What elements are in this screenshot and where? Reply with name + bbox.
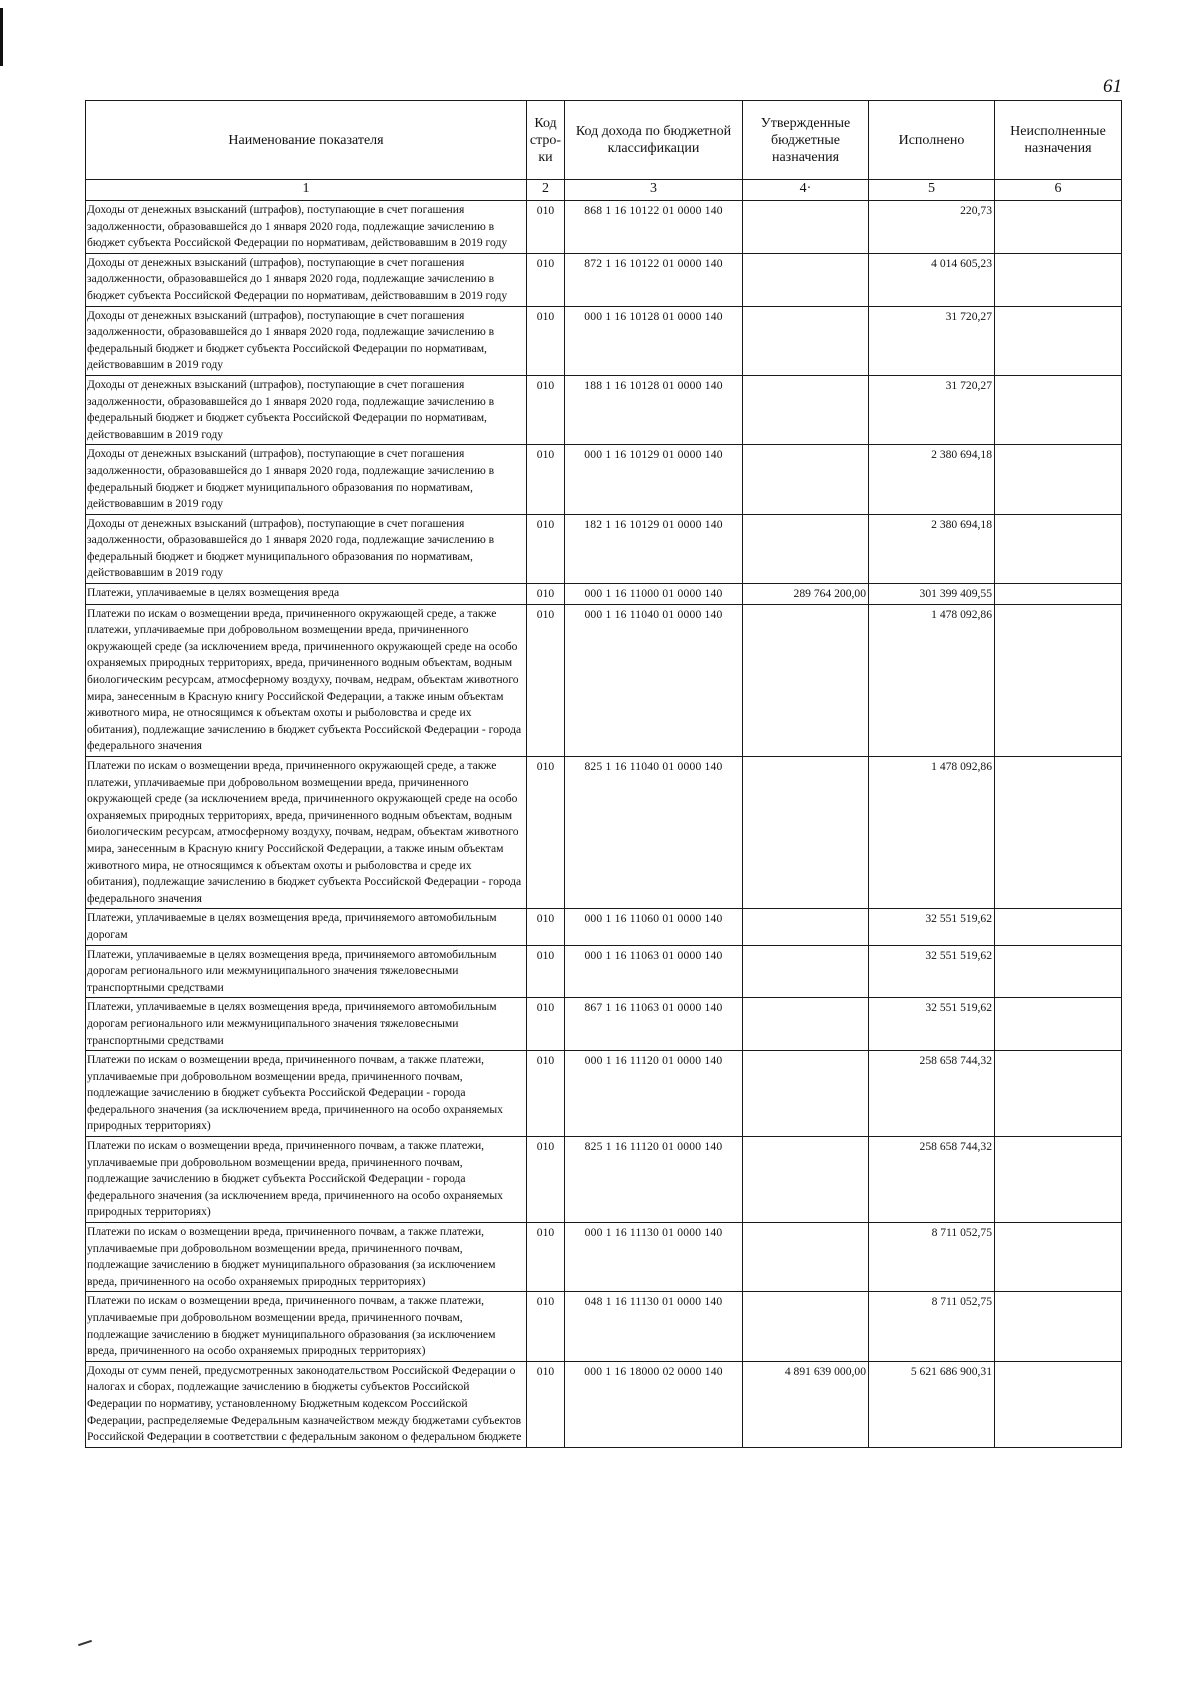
- line-code: 010: [527, 1051, 565, 1137]
- executed-amount: 8 711 052,75: [869, 1292, 995, 1361]
- budget-class-code: 872 1 16 10122 01 0000 140: [565, 253, 743, 306]
- table-row: [86, 604, 1122, 756]
- approved-amount: [743, 757, 869, 909]
- table-row: [86, 1223, 1122, 1292]
- indicator-name: Доходы от денежных взысканий (штрафов), поступающие в счет погашения задолженности, образовавшейся до 1 января 2020 года, подлежащие зачислению в федеральный бюджет и бюджет муниципального образования по нормативам, действовавшим в 2019 году: [86, 514, 527, 583]
- budget-class-code: 868 1 16 10122 01 0000 140: [565, 201, 743, 254]
- approved-amount: 289 764 200,00: [743, 584, 869, 605]
- unexecuted-amount: [995, 1292, 1122, 1361]
- indicator-name: Платежи по искам о возмещении вреда, причиненного почвам, а также платежи, уплачиваемые при добровольном возмещении вреда, причиненного почвам, подлежащие зачислению в бюджет муниципального образования (за исключением вреда, причиненного на особо охраняемых природных территориях): [86, 1292, 527, 1361]
- line-code: 010: [527, 757, 565, 909]
- header-code: Код стро-ки: [527, 101, 565, 180]
- table-row: [86, 1137, 1122, 1223]
- indicator-name: Доходы от денежных взысканий (штрафов), поступающие в счет погашения задолженности, образовавшейся до 1 января 2020 года, подлежащие зачислению в федеральный бюджет и бюджет субъекта Российской Федерации по нормативам, действовавшим в 2019 году: [86, 375, 527, 444]
- header-unexecuted: Неисполненные назначения: [995, 101, 1122, 180]
- line-code: 010: [527, 584, 565, 605]
- indicator-name: Доходы от денежных взысканий (штрафов), поступающие в счет погашения задолженности, образовавшейся до 1 января 2020 года, подлежащие зачислению в бюджет субъекта Российской Федерации по нормативам, действовавшим в 2019 году: [86, 201, 527, 254]
- approved-amount: [743, 1223, 869, 1292]
- column-number: 1: [86, 180, 527, 201]
- approved-amount: [743, 604, 869, 756]
- approved-amount: [743, 375, 869, 444]
- executed-amount: 258 658 744,32: [869, 1137, 995, 1223]
- header-row: [86, 101, 1122, 180]
- line-code: 010: [527, 253, 565, 306]
- approved-amount: [743, 998, 869, 1051]
- budget-class-code: 000 1 16 11130 01 0000 140: [565, 1223, 743, 1292]
- unexecuted-amount: [995, 757, 1122, 909]
- table-row: [86, 253, 1122, 306]
- column-number: 4·: [743, 180, 869, 201]
- pen-mark: [78, 1640, 92, 1646]
- unexecuted-amount: [995, 306, 1122, 375]
- executed-amount: 31 720,27: [869, 306, 995, 375]
- approved-amount: [743, 306, 869, 375]
- unexecuted-amount: [995, 584, 1122, 605]
- line-code: 010: [527, 375, 565, 444]
- budget-class-code: 000 1 16 11063 01 0000 140: [565, 945, 743, 998]
- indicator-name: Доходы от денежных взысканий (штрафов), поступающие в счет погашения задолженности, образовавшейся до 1 января 2020 года, подлежащие зачислению в федеральный бюджет и бюджет субъекта Российской Федерации по нормативам, действовавшим в 2019 году: [86, 306, 527, 375]
- indicator-name: Платежи по искам о возмещении вреда, причиненного окружающей среде, а также платежи, уплачиваемые при добровольном возмещении вреда, причиненного окружающей среде (за исключением вреда, причиненного окружающей среде на особо охраняемых природных территориях, вреда, причиненного водным объектам, водным биологическим ресурсам, атмосферному воздуху, почвам, недрам, объектам животного мира, занесенным в Красную книгу Российской Федерации, а также иным объектам животного мира, не относящимся к объектам охоты и рыболовства и среде их обитания), подлежащие зачислению в бюджет субъекта Российской Федерации - города федерального значения: [86, 757, 527, 909]
- indicator-name: Доходы от денежных взысканий (штрафов), поступающие в счет погашения задолженности, образовавшейся до 1 января 2020 года, подлежащие зачислению в федеральный бюджет и бюджет муниципального образования по нормативам, действовавшим в 2019 году: [86, 445, 527, 514]
- executed-amount: 220,73: [869, 201, 995, 254]
- unexecuted-amount: [995, 1137, 1122, 1223]
- executed-amount: 31 720,27: [869, 375, 995, 444]
- approved-amount: [743, 1051, 869, 1137]
- table-row: [86, 584, 1122, 605]
- table-row: [86, 1051, 1122, 1137]
- budget-class-code: 000 1 16 10129 01 0000 140: [565, 445, 743, 514]
- table-row: [86, 1292, 1122, 1361]
- budget-class-code: 000 1 16 11060 01 0000 140: [565, 909, 743, 945]
- indicator-name: Доходы от денежных взысканий (штрафов), поступающие в счет погашения задолженности, образовавшейся до 1 января 2020 года, подлежащие зачислению в бюджет субъекта Российской Федерации по нормативам, действовавшим в 2019 году: [86, 253, 527, 306]
- unexecuted-amount: [995, 375, 1122, 444]
- indicator-name: Платежи по искам о возмещении вреда, причиненного почвам, а также платежи, уплачиваемые при добровольном возмещении вреда, причиненного почвам, подлежащие зачислению в бюджет субъекта Российской Федерации - города федерального значения (за исключением вреда, причиненного на особо охраняемых природных территориях): [86, 1051, 527, 1137]
- header-approved: Утвержденные бюджетные назначения: [743, 101, 869, 180]
- unexecuted-amount: [995, 945, 1122, 998]
- table-row: [86, 201, 1122, 254]
- column-number-row: [86, 180, 1122, 201]
- header-executed: Исполнено: [869, 101, 995, 180]
- approved-amount: [743, 445, 869, 514]
- unexecuted-amount: [995, 604, 1122, 756]
- table-row: [86, 445, 1122, 514]
- header-name: Наименование показателя: [86, 101, 527, 180]
- approved-amount: [743, 201, 869, 254]
- scan-edge-mark: [0, 8, 3, 66]
- budget-class-code: 000 1 16 11040 01 0000 140: [565, 604, 743, 756]
- unexecuted-amount: [995, 514, 1122, 583]
- unexecuted-amount: [995, 998, 1122, 1051]
- indicator-name: Платежи, уплачиваемые в целях возмещения вреда, причиняемого автомобильным дорогам регионального или межмуниципального значения тяжеловесными транспортными средствами: [86, 945, 527, 998]
- executed-amount: 2 380 694,18: [869, 445, 995, 514]
- budget-class-code: 000 1 16 11000 01 0000 140: [565, 584, 743, 605]
- line-code: 010: [527, 201, 565, 254]
- budget-class-code: 000 1 16 10128 01 0000 140: [565, 306, 743, 375]
- executed-amount: 258 658 744,32: [869, 1051, 995, 1137]
- approved-amount: [743, 514, 869, 583]
- unexecuted-amount: [995, 1223, 1122, 1292]
- indicator-name: Платежи по искам о возмещении вреда, причиненного почвам, а также платежи, уплачиваемые при добровольном возмещении вреда, причиненного почвам, подлежащие зачислению в бюджет муниципального образования (за исключением вреда, причиненного на особо охраняемых природных территориях): [86, 1223, 527, 1292]
- table-row: [86, 757, 1122, 909]
- executed-amount: 1 478 092,86: [869, 604, 995, 756]
- unexecuted-amount: [995, 253, 1122, 306]
- indicator-name: Платежи, уплачиваемые в целях возмещения вреда, причиняемого автомобильным дорогам: [86, 909, 527, 945]
- budget-class-code: 000 1 16 18000 02 0000 140: [565, 1361, 743, 1447]
- indicator-name: Платежи, уплачиваемые в целях возмещения вреда, причиняемого автомобильным дорогам регионального или межмуниципального значения тяжеловесными транспортными средствами: [86, 998, 527, 1051]
- table-body: [86, 180, 1122, 1448]
- line-code: 010: [527, 1223, 565, 1292]
- line-code: 010: [527, 909, 565, 945]
- indicator-name: Платежи по искам о возмещении вреда, причиненного почвам, а также платежи, уплачиваемые при добровольном возмещении вреда, причиненного почвам, подлежащие зачислению в бюджет субъекта Российской Федерации - города федерального значения (за исключением вреда, причиненного на особо охраняемых природных территориях): [86, 1137, 527, 1223]
- executed-amount: 32 551 519,62: [869, 998, 995, 1051]
- executed-amount: 4 014 605,23: [869, 253, 995, 306]
- line-code: 010: [527, 998, 565, 1051]
- approved-amount: [743, 253, 869, 306]
- unexecuted-amount: [995, 445, 1122, 514]
- line-code: 010: [527, 514, 565, 583]
- column-number: 6: [995, 180, 1122, 201]
- unexecuted-amount: [995, 909, 1122, 945]
- budget-execution-table: [85, 100, 1122, 1448]
- executed-amount: 301 399 409,55: [869, 584, 995, 605]
- approved-amount: 4 891 639 000,00: [743, 1361, 869, 1447]
- line-code: 010: [527, 1292, 565, 1361]
- unexecuted-amount: [995, 1051, 1122, 1137]
- approved-amount: [743, 945, 869, 998]
- budget-class-code: 825 1 16 11040 01 0000 140: [565, 757, 743, 909]
- line-code: 010: [527, 945, 565, 998]
- executed-amount: 32 551 519,62: [869, 909, 995, 945]
- budget-class-code: 000 1 16 11120 01 0000 140: [565, 1051, 743, 1137]
- budget-class-code: 188 1 16 10128 01 0000 140: [565, 375, 743, 444]
- line-code: 010: [527, 445, 565, 514]
- table-row: [86, 909, 1122, 945]
- budget-class-code: 048 1 16 11130 01 0000 140: [565, 1292, 743, 1361]
- column-number: 2: [527, 180, 565, 201]
- executed-amount: 2 380 694,18: [869, 514, 995, 583]
- indicator-name: Платежи по искам о возмещении вреда, причиненного окружающей среде, а также платежи, уплачиваемые при добровольном возмещении вреда, причиненного окружающей среде (за исключением вреда, причиненного окружающей среде на особо охраняемых природных территориях, вреда, причиненного водным объектам, водным биологическим ресурсам, атмосферному воздуху, почвам, недрам, объектам животного мира, занесенным в Красную книгу Российской Федерации, а также иным объектам животного мира, не относящимся к объектам охоты и рыболовства и среде их обитания), подлежащие зачислению в бюджет субъекта Российской Федерации - города федерального значения: [86, 604, 527, 756]
- budget-class-code: 867 1 16 11063 01 0000 140: [565, 998, 743, 1051]
- table-row: [86, 514, 1122, 583]
- table-row: [86, 1361, 1122, 1447]
- unexecuted-amount: [995, 1361, 1122, 1447]
- unexecuted-amount: [995, 201, 1122, 254]
- budget-class-code: 182 1 16 10129 01 0000 140: [565, 514, 743, 583]
- table-row: [86, 306, 1122, 375]
- line-code: 010: [527, 1361, 565, 1447]
- executed-amount: 1 478 092,86: [869, 757, 995, 909]
- line-code: 010: [527, 604, 565, 756]
- table-row: [86, 998, 1122, 1051]
- executed-amount: 8 711 052,75: [869, 1223, 995, 1292]
- indicator-name: Доходы от сумм пеней, предусмотренных законодательством Российской Федерации о налогах и сборах, подлежащие зачислению в бюджеты субъектов Российской Федерации по нормативу, установленному Бюджетным кодексом Российской Федерации, распределяемые Федеральным казначейством между бюджетами субъектов Российской Федерации в соответствии с федеральным законом о федеральном бюджете: [86, 1361, 527, 1447]
- approved-amount: [743, 1292, 869, 1361]
- table-row: [86, 945, 1122, 998]
- approved-amount: [743, 1137, 869, 1223]
- line-code: 010: [527, 306, 565, 375]
- executed-amount: 5 621 686 900,31: [869, 1361, 995, 1447]
- budget-class-code: 825 1 16 11120 01 0000 140: [565, 1137, 743, 1223]
- column-number: 5: [869, 180, 995, 201]
- page-number: 61: [1103, 76, 1122, 97]
- header-kbk: Код дохода по бюджетной классификации: [565, 101, 743, 180]
- approved-amount: [743, 909, 869, 945]
- table-row: [86, 375, 1122, 444]
- line-code: 010: [527, 1137, 565, 1223]
- column-number: 3: [565, 180, 743, 201]
- executed-amount: 32 551 519,62: [869, 945, 995, 998]
- indicator-name: Платежи, уплачиваемые в целях возмещения вреда: [86, 584, 527, 605]
